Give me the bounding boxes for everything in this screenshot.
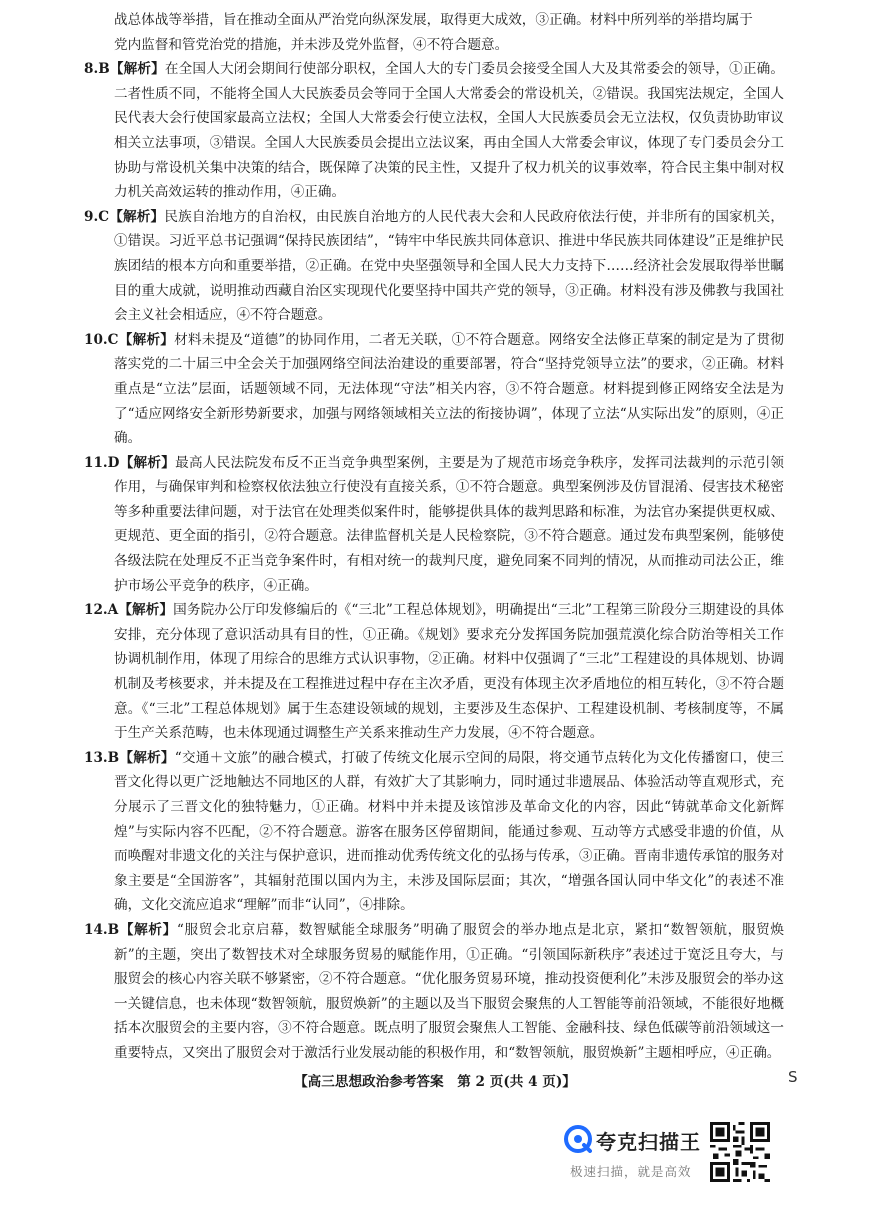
answer-number: 11.D xyxy=(84,454,120,471)
answer-number: 13.B xyxy=(84,749,120,766)
quark-logo-icon xyxy=(564,1125,592,1153)
footer-mark: S xyxy=(788,1068,798,1086)
answer-explanation: “交通＋文旅”的融合模式，打破了传统文化展示空间的局限，将交通节点转化为文化传播窗口，使三晋文化得以更广泛地触达不同地区的人群，有效扩大了其影响力，同时通过非遗展品、体验活动等直观形式，充分展示了三晋文化的独特魅力，①正确。材料中并未提及该馆涉及革命文化的内容，因此“铸就革命文化新辉煌”与实际内容不匹配，②不符合题意。游客在服务区停留期间，能通过参观、互动等方式感受非遗的价值，从而唤醒对非遗文化的关注与保护意识，进而推动优秀传统文化的弘扬与传承，③正确。晋南非遗传承馆的服务对象主要是“全国游客”，其辐射范围以国内为主，未涉及国际层面；其次，“增强各国认同中华文化”的表述不准确，文化交流应追求“理解”而非“认同”，④排除。 xyxy=(114,749,784,914)
answer-explanation: 民族自治地方的自治权，由民族自治地方的人民代表大会和人民政府依法行使，并非所有的国家机关，①错误。习近平总书记强调“保持民族团结”，“铸牢中华民族共同体意识、推进中华民族共同体建设”正是维护民族团结的根本方向和重要举措，②正确。在党中央坚强领导和全国人民大力支持下……经济社会发展取得举世瞩目的重大成就，说明推动西藏自治区实现现代化要坚持中国共产党的领导，③正确。材料没有涉及佛教与我国社会主义社会相适应，④不符合题意。 xyxy=(114,208,785,324)
answer-text-body xyxy=(84,8,784,1066)
qr-code-icon xyxy=(710,1122,770,1182)
answer-number: 14.B xyxy=(84,921,120,938)
scanner-slogan: 极速扫描，就是高效 xyxy=(570,1164,692,1179)
answer-explanation: 国务院办公厅印发修编后的《“三北”工程总体规划》，明确提出“三北”工程第三阶段分三期建设的具体安排，充分体现了意识活动具有目的性，①正确。《规划》要求充分发挥国务院加强荒漠化综合防治等相关工作协调机制作用，体现了用综合的思维方式认识事物，②正确。材料中仅强调了“三北”工程建设的具体规划、协调机制及考核要求，并未提及在工程推进过程中存在主次矛盾，更没有体现主次矛盾地位的相互转化，③不符合题意。《“三北”工程总体规划》属于生态建设领域的规划，主要涉及生态保护、工程建设机制、考核制度等，不属于生产关系范畴，也未体现通过调整生产关系来推动生产力发展，④不符合题意。 xyxy=(114,602,784,742)
answer-explanation: “服贸会北京启幕，数智赋能全球服务”明确了服贸会的举办地点是北京，紧扣“数智领航，服贸焕新”的主题，突出了数智技术对全球服务贸易的赋能作用，①正确。“引领国际新秩序”表述过于宽泛且夸大，与服贸会的核心内容关联不够紧密，②不符合题意。“优化服务贸易环境，推动投资便利化”未涉及服贸会的举办这一关键信息，也未体现“数智领航，服贸焕新”的主题以及当下服贸会聚焦的人工智能等前沿领域，不能很好地概括本次服贸会的主要内容，③不符合题意。既点明了服贸会聚焦人工智能、金融科技、绿色低碳等前沿领域这一重要特点，又突出了服贸会对于激活行业发展动能的积极作用，和“数智领航，服贸焕新”主题相呼应，④正确。 xyxy=(114,921,784,1061)
answer-item-14 xyxy=(84,918,784,1066)
intro-paragraph xyxy=(84,8,784,57)
analysis-tag: 【解析】 xyxy=(119,454,176,471)
answer-number: 8.B xyxy=(84,61,110,78)
analysis-tag: 【解析】 xyxy=(119,749,175,766)
answer-explanation: 材料未提及“道德”的协同作用，二者无关联，①不符合题意。网络安全法修正草案的制定是为了贯彻落实党的二十届三中全会关于加强网络空间法治建设的重要部署，符合“坚持党领导立法”的要求，②正确。材料重点是“立法”层面，话题领域不同，无法体现“守法”相关内容，③不符合题意。材料提到修正网络安全法是为了“适应网络安全新形势新要求，加强与网络领域相关立法的衔接协调”，体现了立法“从实际出发”的原则，④正确。 xyxy=(114,331,784,447)
analysis-tag: 【解析】 xyxy=(109,208,165,225)
analysis-tag: 【解析】 xyxy=(118,602,174,619)
answer-item-13 xyxy=(84,746,784,918)
page-footer: 【高三思想政治参考答案 第 2 页(共 4 页)】 xyxy=(294,1074,576,1090)
answer-item-9 xyxy=(84,205,784,328)
answer-explanation: 在全国人大闭会期间行使部分职权，全国人大的专门委员会接受全国人大及其常委会的领导，①正确。二者性质不同，不能将全国人大民族委员会等同于全国人大常委会的常设机关，②错误。我国宪法规定，全国人民代表大会行使国家最高立法权；全国人大常委会行使立法权，全国人大民族委员会无立法权，仅负责协助审议相关立法事项，③错误。全国人大民族委员会提出立法议案，再由全国人大常委会审议，体现了专门委员会分工协助与常设机关集中决策的结合，既保障了决策的民主性，又提升了权力机关的议事效率，符合民主集中制对权力机关高效运转的推动作用，④正确。 xyxy=(114,61,785,201)
answer-item-11 xyxy=(84,451,784,599)
analysis-tag: 【解析】 xyxy=(118,331,175,348)
analysis-tag: 【解析】 xyxy=(119,921,177,938)
intro-line-2: 党内监督和管党治党的措施，并未涉及党外监督，④不符合题意。 xyxy=(114,36,509,53)
scanner-app-name: 夸克扫描王 xyxy=(596,1130,701,1154)
answer-item-12 xyxy=(84,598,784,746)
analysis-tag: 【解析】 xyxy=(109,61,165,78)
answer-item-10 xyxy=(84,328,784,451)
answer-item-8 xyxy=(84,57,784,205)
answer-number: 10.C xyxy=(84,331,119,348)
intro-line-1: 战总体战等举措，旨在推动全面从严治党向纵深发展，取得更大成效，③正确。材料中所列举的举措均属于 xyxy=(114,12,753,28)
scanner-watermark xyxy=(562,1120,772,1190)
answer-number: 12.A xyxy=(84,602,119,619)
answer-number: 9.C xyxy=(84,208,110,225)
answer-explanation: 最高人民法院发布反不正当竞争典型案例，主要是为了规范市场竞争秩序，发挥司法裁判的示范引领作用，与确保审判和检察权依法独立行使没有直接关系，①不符合题意。典型案例涉及仿冒混淆、侵害技术秘密等多种重要法律问题，对于法官在处理类似案件时，能够提供具体的裁判思路和标准，为法官办案提供更权威、更规范、更全面的指引，②符合题意。法律监督机关是人民检察院，③不符合题意。通过发布典型案例，能够使各级法院在处理反不正当竞争案件时，有相对统一的裁判尺度，避免同案不同判的情况，从而推动司法公正，维护市场公平竞争的秩序，④正确。 xyxy=(114,454,785,594)
